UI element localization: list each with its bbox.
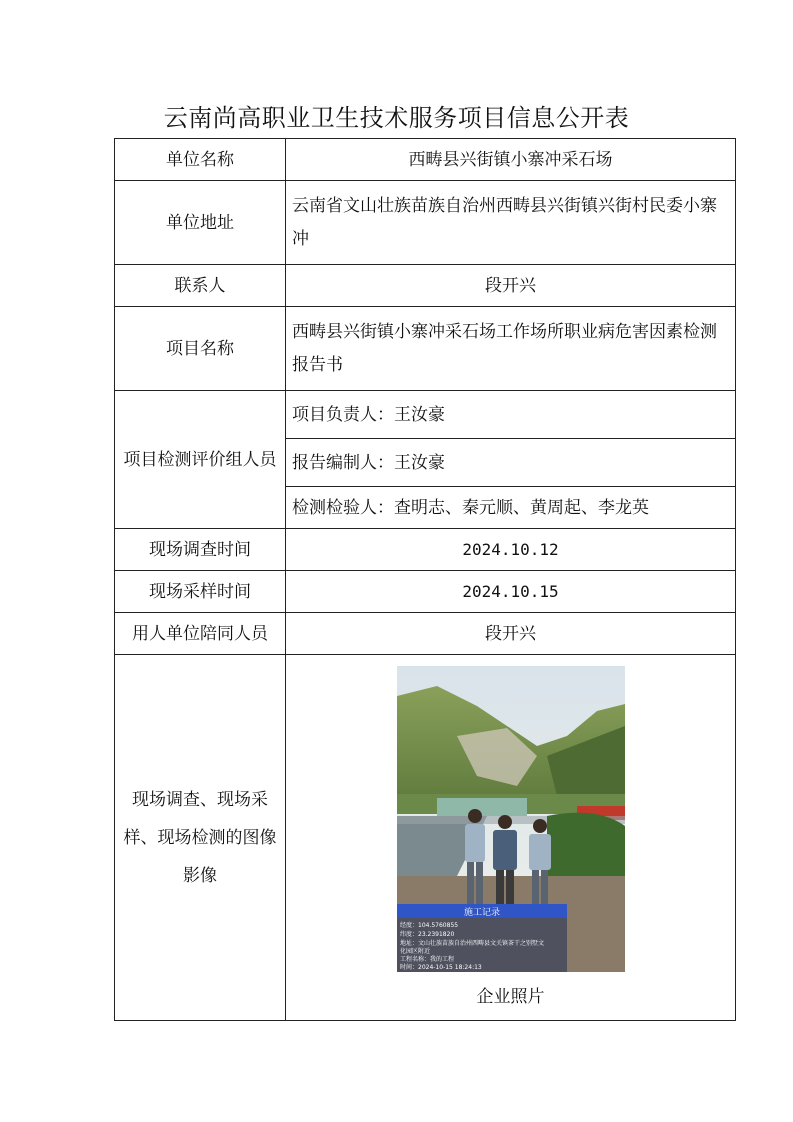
overlay-line: 地址：文山壮族苗族自治州西畴县文关镇茶干之别墅文 — [399, 940, 544, 947]
row-team-leader — [115, 391, 736, 439]
contact-value: 段开兴 — [286, 265, 736, 307]
overlay-line: 纬度：23.2391820 — [399, 931, 454, 938]
unit-address-value: 云南省文山壮族苗族自治州西畴县兴街镇兴街村民委小寨冲 — [286, 181, 736, 265]
accompany-value: 段开兴 — [286, 613, 736, 655]
images-cell — [286, 655, 736, 1021]
survey-time-label: 现场调查时间 — [115, 529, 286, 571]
project-name-value: 西畴县兴街镇小寨冲采石场工作场所职业病危害因素检测报告书 — [286, 307, 736, 391]
row-sampling-time — [115, 571, 736, 613]
overlay-line: 时间：2024-10-15 18:24:13 — [399, 964, 482, 971]
page-title: 云南尚高职业卫生技术服务项目信息公开表 — [163, 104, 630, 132]
team-report-author: 报告编制人：王汝豪 — [286, 439, 736, 487]
row-project-name — [115, 307, 736, 391]
overlay-line: 经度：104.5760855 — [399, 922, 458, 929]
row-contact — [115, 265, 736, 307]
team-label: 项目检测评价组人员 — [115, 391, 286, 529]
sampling-time-value: 2024.10.15 — [286, 571, 736, 613]
info-table — [114, 138, 736, 1021]
project-name-label: 项目名称 — [115, 307, 286, 391]
row-unit-name — [115, 139, 736, 181]
unit-name-label: 单位名称 — [115, 139, 286, 181]
unit-name-value: 西畴县兴街镇小寨冲采石场 — [286, 139, 736, 181]
row-survey-time — [115, 529, 736, 571]
photo-caption: 企业照片 — [476, 987, 545, 1007]
company-photo — [397, 666, 625, 972]
company-photo-image — [397, 666, 625, 972]
team-leader: 项目负责人：王汝豪 — [286, 391, 736, 439]
sampling-time-label: 现场采样时间 — [115, 571, 286, 613]
team-inspectors: 检测检验人：查明志、秦元顺、黄周起、李龙英 — [286, 487, 736, 529]
row-accompany — [115, 613, 736, 655]
overlay-header: 施工记录 — [463, 908, 500, 918]
row-unit-address — [115, 181, 736, 265]
contact-label: 联系人 — [115, 265, 286, 307]
overlay-line: 化园区附近 — [399, 948, 430, 955]
row-images — [115, 655, 736, 1021]
survey-time-value: 2024.10.12 — [286, 529, 736, 571]
overlay-line: 工程名称：我的工程 — [399, 956, 454, 963]
unit-address-label: 单位地址 — [115, 181, 286, 265]
accompany-label: 用人单位陪同人员 — [115, 613, 286, 655]
images-label: 现场调查、现场采样、现场检测的图像影像 — [115, 655, 286, 1021]
